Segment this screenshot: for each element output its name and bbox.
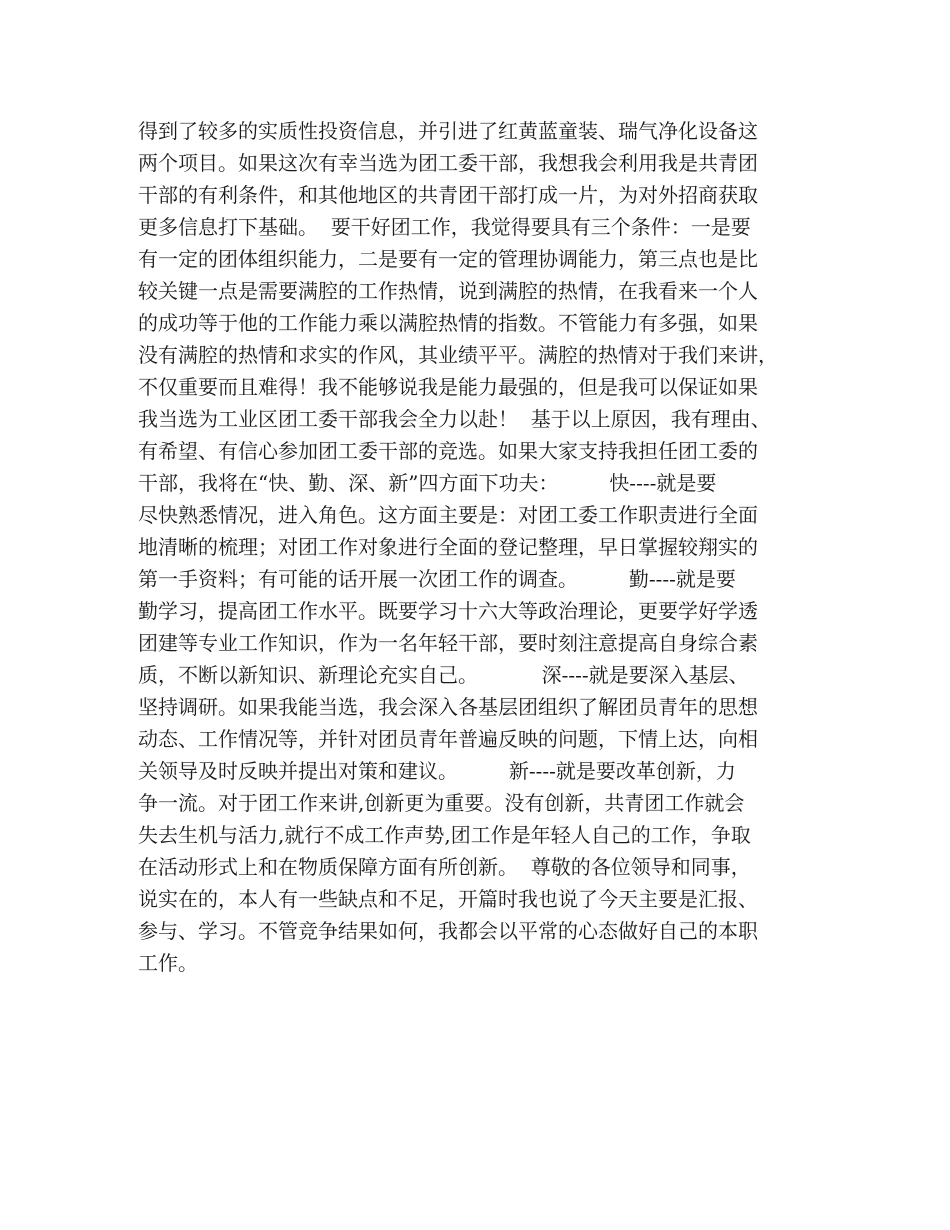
text-line: 团建等专业工作知识，作为一名年轻干部，要时刻注意提高自身综合素: [138, 631, 758, 655]
text-line: 更多信息打下基础。 要干好团工作，我觉得要具有三个条件：一是要: [138, 215, 751, 239]
text-line: 有希望、有信心参加团工委干部的竞选。如果大家支持我担任团工委的: [138, 439, 758, 463]
text-line: 较关键一点是需要满腔的工作热情，说到满腔的热情，在我看来一个人: [138, 279, 758, 303]
text-line: 没有满腔的热情和求实的作风，其业绩平平。满腔的热情对于我们来讲，: [138, 343, 778, 367]
text-line: 地清晰的梳理；对团工作对象进行全面的登记整理，早日掌握较翔实的: [138, 535, 758, 559]
text-line: 质，不断以新知识、新理论充实自己。 深----就是要深入基层、: [138, 663, 749, 687]
text-line: 得到了较多的实质性投资信息，并引进了红黄蓝童装、瑞气净化设备这: [138, 119, 758, 143]
text-line: 勤学习，提高团工作水平。既要学习十六大等政治理论，更要学好学透: [138, 599, 758, 623]
text-line: 说实在的，本人有一些缺点和不足，开篇时我也说了今天主要是汇报、: [138, 887, 758, 911]
text-line: 失去生机与活力,就行不成工作声势,团工作是年轻人自己的工作，争取: [138, 823, 751, 847]
text-line: 关领导及时反映并提出对策和建议。 新----就是要改革创新，力: [138, 759, 736, 783]
text-line: 不仅重要而且难得！我不能够说我是能力最强的，但是我可以保证如果: [138, 375, 758, 399]
text-line: 工作。: [138, 951, 198, 975]
text-line: 的成功等于他的工作能力乘以满腔热情的指数。不管能力有多强，如果: [138, 311, 758, 335]
text-line: 干部，我将在“快、勤、深、新”四方面下功夫： 快----就是要: [138, 471, 717, 495]
text-line: 坚持调研。如果我能当选，我会深入各基层团组织了解团员青年的思想: [138, 695, 758, 719]
text-line: 在活动形式上和在物质保障方面有所创新。 尊敬的各位领导和同事，: [138, 855, 751, 879]
text-line: 尽快熟悉情况，进入角色。这方面主要是：对团工委工作职责进行全面: [138, 503, 758, 527]
text-line: 参与、学习。不管竞争结果如何，我都会以平常的心态做好自己的本职: [138, 919, 758, 943]
text-line: 两个项目。如果这次有幸当选为团工委干部，我想我会利用我是共青团: [138, 151, 758, 175]
text-line: 干部的有利条件，和其他地区的共青团干部打成一片，为对外招商获取: [138, 183, 758, 207]
text-line: 有一定的团体组织能力，二是要有一定的管理协调能力，第三点也是比: [138, 247, 758, 271]
text-line: 争一流。对于团工作来讲,创新更为重要。没有创新，共青团工作就会: [138, 791, 745, 815]
text-line: 动态、工作情况等，并针对团员青年普遍反映的问题，下情上达，向相: [138, 727, 758, 751]
text-line: 我当选为工业区团工委干部我会全力以赴！ 基于以上原因，我有理由、: [138, 407, 771, 431]
text-line: 第一手资料；有可能的话开展一次团工作的调查。 勤----就是要: [138, 567, 736, 591]
body-text: [138, 115, 828, 979]
